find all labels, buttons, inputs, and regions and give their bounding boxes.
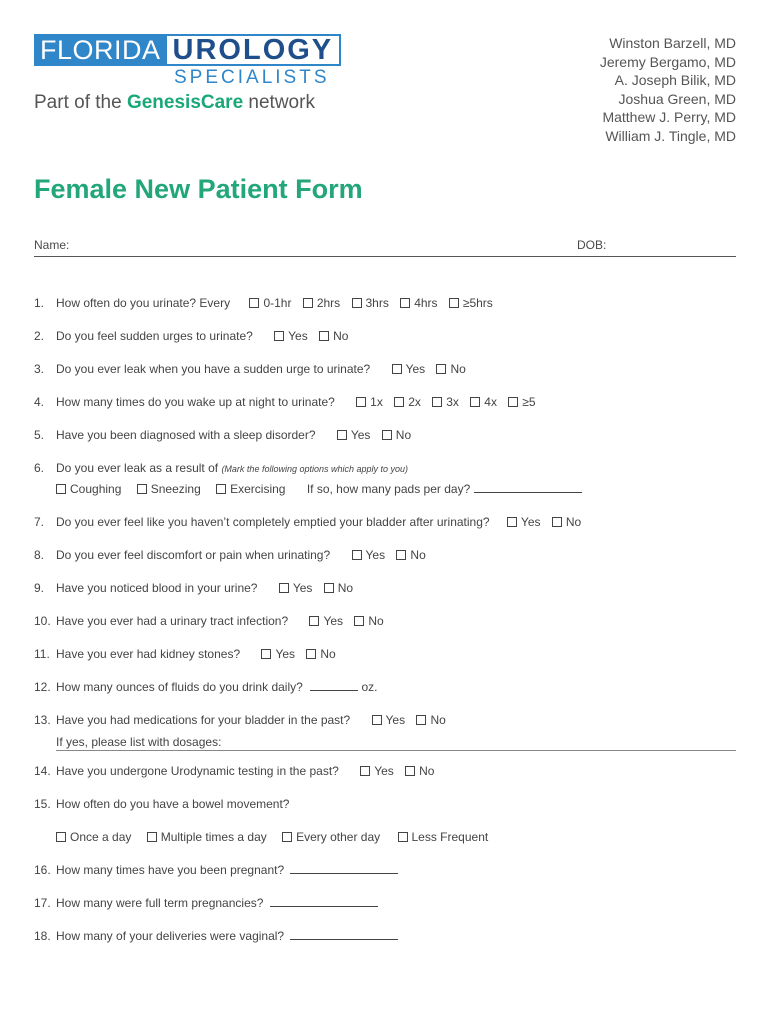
doctor-name: Jeremy Bergamo, MD [599, 53, 736, 70]
question-8 [34, 548, 426, 562]
option-checkbox[interactable]: Yes [261, 647, 295, 661]
checkbox-icon[interactable] [303, 298, 313, 308]
question-17 [34, 896, 378, 910]
question-text: Have you undergone Urodynamic testing in the past? [56, 764, 339, 778]
option-checkbox[interactable]: ≥5 [508, 395, 535, 409]
question-5 [34, 428, 411, 442]
option-checkbox[interactable]: No [354, 614, 383, 628]
checkbox-icon[interactable] [282, 832, 292, 842]
option-checkbox[interactable]: No [382, 428, 411, 442]
checkbox-icon[interactable] [400, 298, 410, 308]
network-prefix: Part of the [34, 92, 127, 113]
checkbox-icon[interactable] [352, 550, 362, 560]
medications-input-line[interactable] [56, 750, 736, 751]
checkbox-icon[interactable] [405, 766, 415, 776]
logo-urology-text: UROLOGY [167, 34, 342, 66]
option-checkbox[interactable]: 4x [470, 395, 497, 409]
florida-urology-logo [34, 34, 354, 116]
option-checkbox[interactable]: ≥5hrs [449, 296, 493, 310]
medications-label: If yes, please list with dosages: [56, 735, 222, 749]
checkbox-icon[interactable] [360, 766, 370, 776]
question-10 [34, 614, 384, 628]
checkbox-icon[interactable] [337, 430, 347, 440]
question-number: 9. [34, 581, 45, 595]
vaginal-deliveries-input[interactable] [290, 929, 398, 940]
question-number: 14. [34, 764, 51, 778]
question-text: How many were full term pregnancies? [56, 896, 264, 910]
doctor-name: A. Joseph Bilik, MD [614, 72, 736, 89]
checkbox-icon[interactable] [56, 832, 66, 842]
option-checkbox[interactable]: No [306, 647, 335, 661]
question-18 [34, 929, 398, 943]
option-checkbox[interactable]: Coughing [56, 482, 121, 496]
question-number: 8. [34, 548, 45, 562]
logo-florida-text: FLORIDA [34, 34, 167, 66]
checkbox-icon[interactable] [274, 331, 284, 341]
checkbox-icon[interactable] [279, 583, 289, 593]
question-6 [34, 461, 408, 475]
checkbox-icon[interactable] [394, 397, 404, 407]
option-checkbox[interactable]: 2x [394, 395, 421, 409]
checkbox-icon[interactable] [372, 715, 382, 725]
question-2 [34, 329, 348, 343]
question-number: 4. [34, 395, 45, 409]
option-checkbox[interactable]: Yes [392, 362, 426, 376]
question-note: (Mark the following options which apply to you) [221, 464, 409, 474]
logo-network-line [34, 92, 354, 114]
ounces-unit: oz. [361, 680, 378, 694]
question-number: 18. [34, 929, 51, 943]
question-number: 2. [34, 329, 45, 343]
checkbox-icon[interactable] [432, 397, 442, 407]
network-brand: GenesisCare [126, 92, 244, 113]
question-text: How often do you have a bowel movement? [56, 797, 290, 811]
option-checkbox[interactable]: 4hrs [400, 296, 437, 310]
checkbox-icon[interactable] [56, 484, 66, 494]
question-text: Do you ever feel like you haven’t completely emptied your bladder after urinating? [56, 515, 490, 529]
question-11 [34, 647, 336, 661]
checkbox-icon[interactable] [508, 397, 518, 407]
question-number: 17. [34, 896, 51, 910]
question-15 [34, 797, 289, 811]
option-checkbox[interactable]: Exercising [216, 482, 285, 496]
option-checkbox[interactable]: Less Frequent [398, 830, 489, 844]
question-text: Do you feel sudden urges to urinate? [56, 329, 253, 343]
question-number: 13. [34, 713, 51, 727]
option-checkbox[interactable]: 0-1hr [249, 296, 291, 310]
checkbox-icon[interactable] [436, 364, 446, 374]
pads-per-day-input[interactable] [474, 482, 582, 493]
question-number: 6. [34, 461, 45, 475]
question-text: How often do you urinate? Every [56, 296, 231, 310]
checkbox-icon[interactable] [319, 331, 329, 341]
option-checkbox[interactable]: No [319, 329, 348, 343]
option-checkbox[interactable]: 2hrs [303, 296, 340, 310]
checkbox-icon[interactable] [356, 397, 366, 407]
question-7 [34, 515, 581, 529]
option-checkbox[interactable]: No [552, 515, 581, 529]
option-checkbox[interactable]: Once a day [56, 830, 131, 844]
doctor-name: Matthew J. Perry, MD [602, 109, 736, 126]
question-15-options [56, 830, 488, 844]
question-4 [34, 395, 536, 409]
checkbox-icon[interactable] [470, 397, 480, 407]
question-number: 1. [34, 296, 45, 310]
form-title: Female New Patient Form [34, 174, 363, 204]
doctor-list [600, 34, 736, 146]
option-checkbox[interactable]: Yes [337, 428, 371, 442]
checkbox-icon[interactable] [449, 298, 459, 308]
option-checkbox[interactable]: No [324, 581, 353, 595]
question-text: Do you ever feel discomfort or pain when urinating? [56, 548, 331, 562]
question-1 [34, 296, 493, 310]
option-checkbox[interactable]: No [405, 764, 434, 778]
option-checkbox[interactable]: Yes [507, 515, 541, 529]
checkbox-icon[interactable] [552, 517, 562, 527]
checkbox-icon[interactable] [306, 649, 316, 659]
checkbox-icon[interactable] [309, 616, 319, 626]
doctor-name: Winston Barzell, MD [609, 35, 736, 51]
network-suffix: network [243, 92, 315, 113]
question-number: 16. [34, 863, 51, 877]
checkbox-icon[interactable] [392, 364, 402, 374]
dob-label: DOB: [577, 238, 607, 252]
question-number: 7. [34, 515, 45, 529]
pads-per-day-label: If so, how many pads per day? [306, 482, 471, 496]
logo-specialists-text: SPECIALISTS [174, 67, 330, 88]
option-checkbox[interactable]: No [396, 548, 425, 562]
checkbox-icon[interactable] [147, 832, 157, 842]
option-checkbox[interactable]: 3x [432, 395, 459, 409]
checkbox-icon[interactable] [396, 550, 406, 560]
question-text: Have you ever had kidney stones? [56, 647, 241, 661]
option-checkbox[interactable]: Yes [372, 713, 406, 727]
ounces-input[interactable] [310, 680, 358, 691]
pregnancies-input[interactable] [290, 863, 398, 874]
question-9 [34, 581, 353, 595]
option-checkbox[interactable]: Multiple times a day [147, 830, 267, 844]
checkbox-icon[interactable] [382, 430, 392, 440]
option-checkbox[interactable]: Yes [360, 764, 394, 778]
checkbox-icon[interactable] [416, 715, 426, 725]
name-label: Name: [34, 238, 70, 252]
option-checkbox[interactable]: Every other day [282, 830, 380, 844]
checkbox-icon[interactable] [137, 484, 147, 494]
question-text: How many of your deliveries were vaginal? [56, 929, 285, 943]
checkbox-icon[interactable] [398, 832, 408, 842]
question-text: Have you been diagnosed with a sleep disorder? [56, 428, 316, 442]
checkbox-icon[interactable] [261, 649, 271, 659]
question-6-options [56, 482, 582, 496]
question-text: Have you noticed blood in your urine? [56, 581, 258, 595]
full-term-input[interactable] [270, 896, 378, 907]
checkbox-icon[interactable] [507, 517, 517, 527]
option-checkbox[interactable]: 3hrs [352, 296, 389, 310]
question-number: 11. [34, 647, 50, 661]
question-text: Have you ever had a urinary tract infection? [56, 614, 289, 628]
option-checkbox[interactable]: Sneezing [137, 482, 201, 496]
checkbox-icon[interactable] [249, 298, 259, 308]
doctor-name: Joshua Green, MD [618, 90, 736, 107]
checkbox-icon[interactable] [324, 583, 334, 593]
question-number: 10. [34, 614, 51, 628]
option-checkbox[interactable]: No [416, 713, 445, 727]
question-16 [34, 863, 398, 877]
question-number: 15. [34, 797, 51, 811]
question-text: How many times do you wake up at night to urinate? [56, 395, 335, 409]
checkbox-icon[interactable] [216, 484, 226, 494]
question-number: 3. [34, 362, 45, 376]
question-text: Do you ever leak as a result of [56, 461, 219, 475]
question-14 [34, 764, 434, 778]
question-number: 12. [34, 680, 51, 694]
checkbox-icon[interactable] [354, 616, 364, 626]
question-13 [34, 713, 446, 727]
question-text: How many ounces of fluids do you drink daily? [56, 680, 303, 694]
option-checkbox[interactable]: Yes [279, 581, 313, 595]
checkbox-icon[interactable] [352, 298, 362, 308]
option-checkbox[interactable]: No [436, 362, 465, 376]
question-text: Do you ever leak when you have a sudden urge to urinate? [56, 362, 371, 376]
option-checkbox[interactable]: Yes [309, 614, 343, 628]
question-3 [34, 362, 466, 376]
option-checkbox[interactable]: Yes [352, 548, 386, 562]
question-number: 5. [34, 428, 45, 442]
question-text: How many times have you been pregnant? [56, 863, 285, 877]
question-12 [34, 680, 378, 694]
question-text: Have you had medications for your bladder in the past? [56, 713, 351, 727]
option-checkbox[interactable]: Yes [274, 329, 308, 343]
doctor-name: William J. Tingle, MD [605, 127, 736, 144]
option-checkbox[interactable]: 1x [356, 395, 383, 409]
name-dob-field[interactable] [34, 238, 736, 257]
